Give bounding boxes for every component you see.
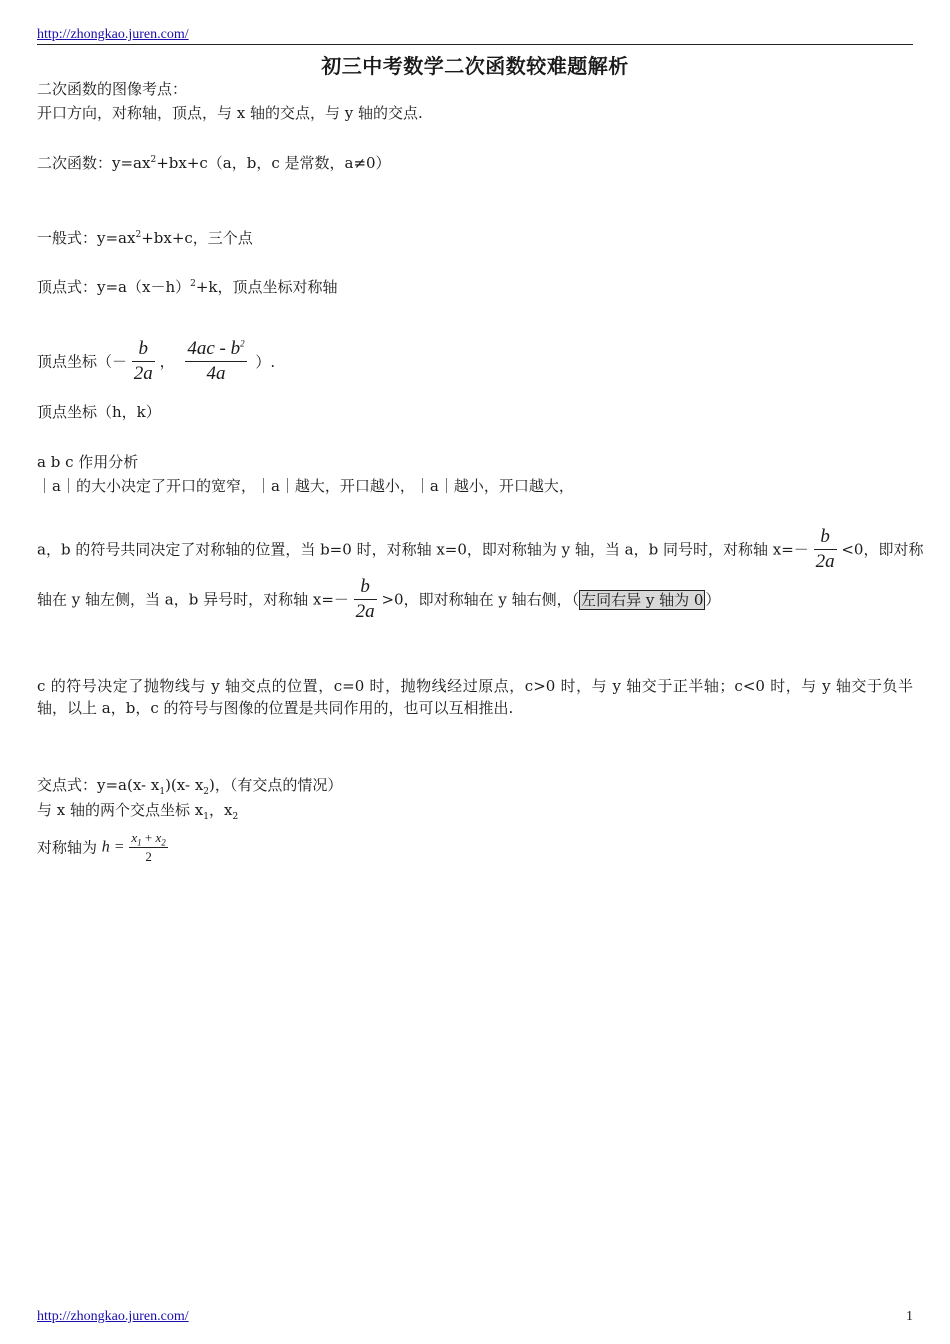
int2-part-b: ，x — [208, 801, 233, 819]
gen-exp: 2 — [135, 230, 142, 240]
line-ab-sign-2 — [37, 575, 720, 624]
def-part-b: +bx+c（a，b，c 是常数，a≠0） — [156, 154, 391, 172]
gen-part-a: 一般式：y=ax — [37, 229, 136, 247]
frac-den: 2a — [815, 551, 835, 572]
line-intercept-form — [37, 774, 342, 796]
ab-part-5: ） — [705, 590, 721, 609]
line-intercept-points — [37, 799, 238, 821]
line-quadratic-definition — [37, 152, 391, 174]
vc-part-a: 顶点坐标（－ — [37, 352, 128, 371]
frac-plus: + — [141, 830, 156, 845]
fraction-b-over-2a — [814, 525, 837, 574]
vc-comma: ， — [159, 352, 175, 371]
paragraph-c-sign: c 的符号决定了抛物线与 y 轴交点的位置，c=0 时，抛物线经过原点，c>0 时，与 y 轴交于正半轴；c<0 时，与 y 轴交于负半轴，以上 a，b，c 的符号与图像的位置是共同作用的，也可以互相推出. — [37, 677, 913, 717]
highlight-rule: 左同右异 y 轴为 0 — [581, 590, 704, 609]
ab-part-1: a，b 的符号共同决定了对称轴的位置，当 b=0 时，对称轴 x=0，即对称轴为 y 轴，当 a，b 同号时，对称轴 x=－ — [37, 540, 809, 559]
page-number: 1 — [906, 1309, 913, 1324]
footer-link[interactable]: http://zhongkao.juren.com/ — [37, 1309, 189, 1324]
int-sub-2: 2 — [203, 787, 210, 797]
frac-den: 2a — [355, 601, 375, 622]
def-part-a: 二次函数：y=ax — [37, 154, 151, 172]
ab-part-3: 轴在 y 轴左侧，当 a，b 异号时，对称轴 x=－ — [37, 590, 349, 609]
line-general-form — [37, 227, 253, 249]
frac-num-exp: 2 — [240, 338, 245, 349]
line-axis-of-symmetry — [37, 829, 168, 866]
fraction-4ac-b2-over-4a — [185, 337, 246, 386]
int2-sub-2: 2 — [232, 812, 239, 822]
line-abs-a: ｜a｜的大小决定了开口的宽窄，｜a｜越大，开口越小，｜a｜越小，开口越大， — [37, 477, 574, 495]
frac-num — [185, 337, 246, 362]
int-part-a: 交点式：y=a(x- x — [37, 776, 160, 794]
line-ab-sign-1 — [37, 525, 923, 574]
fraction-b-over-2a — [354, 575, 377, 624]
page-title: 初三中考数学二次函数较难题解析 — [321, 54, 629, 78]
frac-x1: x — [131, 830, 138, 845]
vtx-part-b: +k，顶点坐标对称轴 — [195, 278, 338, 296]
def-exp: 2 — [150, 155, 157, 165]
frac-den: 2 — [145, 849, 152, 864]
line-graph-points: 开口方向，对称轴，顶点，与 x 轴的交点，与 y 轴的交点. — [37, 104, 423, 122]
int-part-b: )(x- x — [165, 776, 204, 794]
frac-den: 4a — [206, 363, 226, 384]
fraction-x1-plus-x2-over-2 — [129, 829, 167, 866]
ab-part-2: <0，即对称 — [841, 540, 924, 559]
int-part-c: )，（有交点的情况） — [209, 776, 343, 794]
line-graph-points-heading: 二次函数的图像考点： — [37, 80, 188, 98]
vtx-part-a: 顶点式：y=a（x－h） — [37, 278, 191, 296]
gen-part-b: +bx+c，三个点 — [141, 229, 253, 247]
vtx-exp: 2 — [190, 279, 196, 289]
axis-label: 对称轴为 — [37, 838, 98, 857]
line-vertex-hk: 顶点坐标（h，k） — [37, 403, 161, 421]
int2-sub-1: 1 — [203, 812, 209, 822]
frac-x2-sub: 2 — [161, 837, 166, 848]
ab-part-4: >0，即对称轴在 y 轴右侧，（ — [381, 590, 580, 609]
frac-x2: x — [155, 830, 162, 845]
frac-x1-sub: 1 — [137, 837, 142, 848]
frac-num: b — [354, 575, 377, 600]
frac-num — [129, 829, 167, 848]
fraction-b-over-2a — [132, 337, 155, 386]
axis-h-eq: h = — [101, 838, 125, 856]
line-vertex-form — [37, 276, 338, 298]
frac-num-text: 4ac - b — [187, 338, 241, 359]
frac-num: b — [814, 525, 837, 550]
line-vertex-coordinates — [37, 337, 275, 386]
int-sub-1: 1 — [159, 787, 166, 797]
frac-num: b — [132, 337, 155, 362]
line-abc-analysis: a b c 作用分析 — [37, 453, 139, 471]
header-rule — [37, 44, 913, 45]
frac-den: 2a — [133, 363, 153, 384]
header-link[interactable]: http://zhongkao.juren.com/ — [37, 27, 189, 42]
vc-end: ）. — [255, 352, 276, 371]
int2-part-a: 与 x 轴的两个交点坐标 x — [37, 801, 204, 819]
